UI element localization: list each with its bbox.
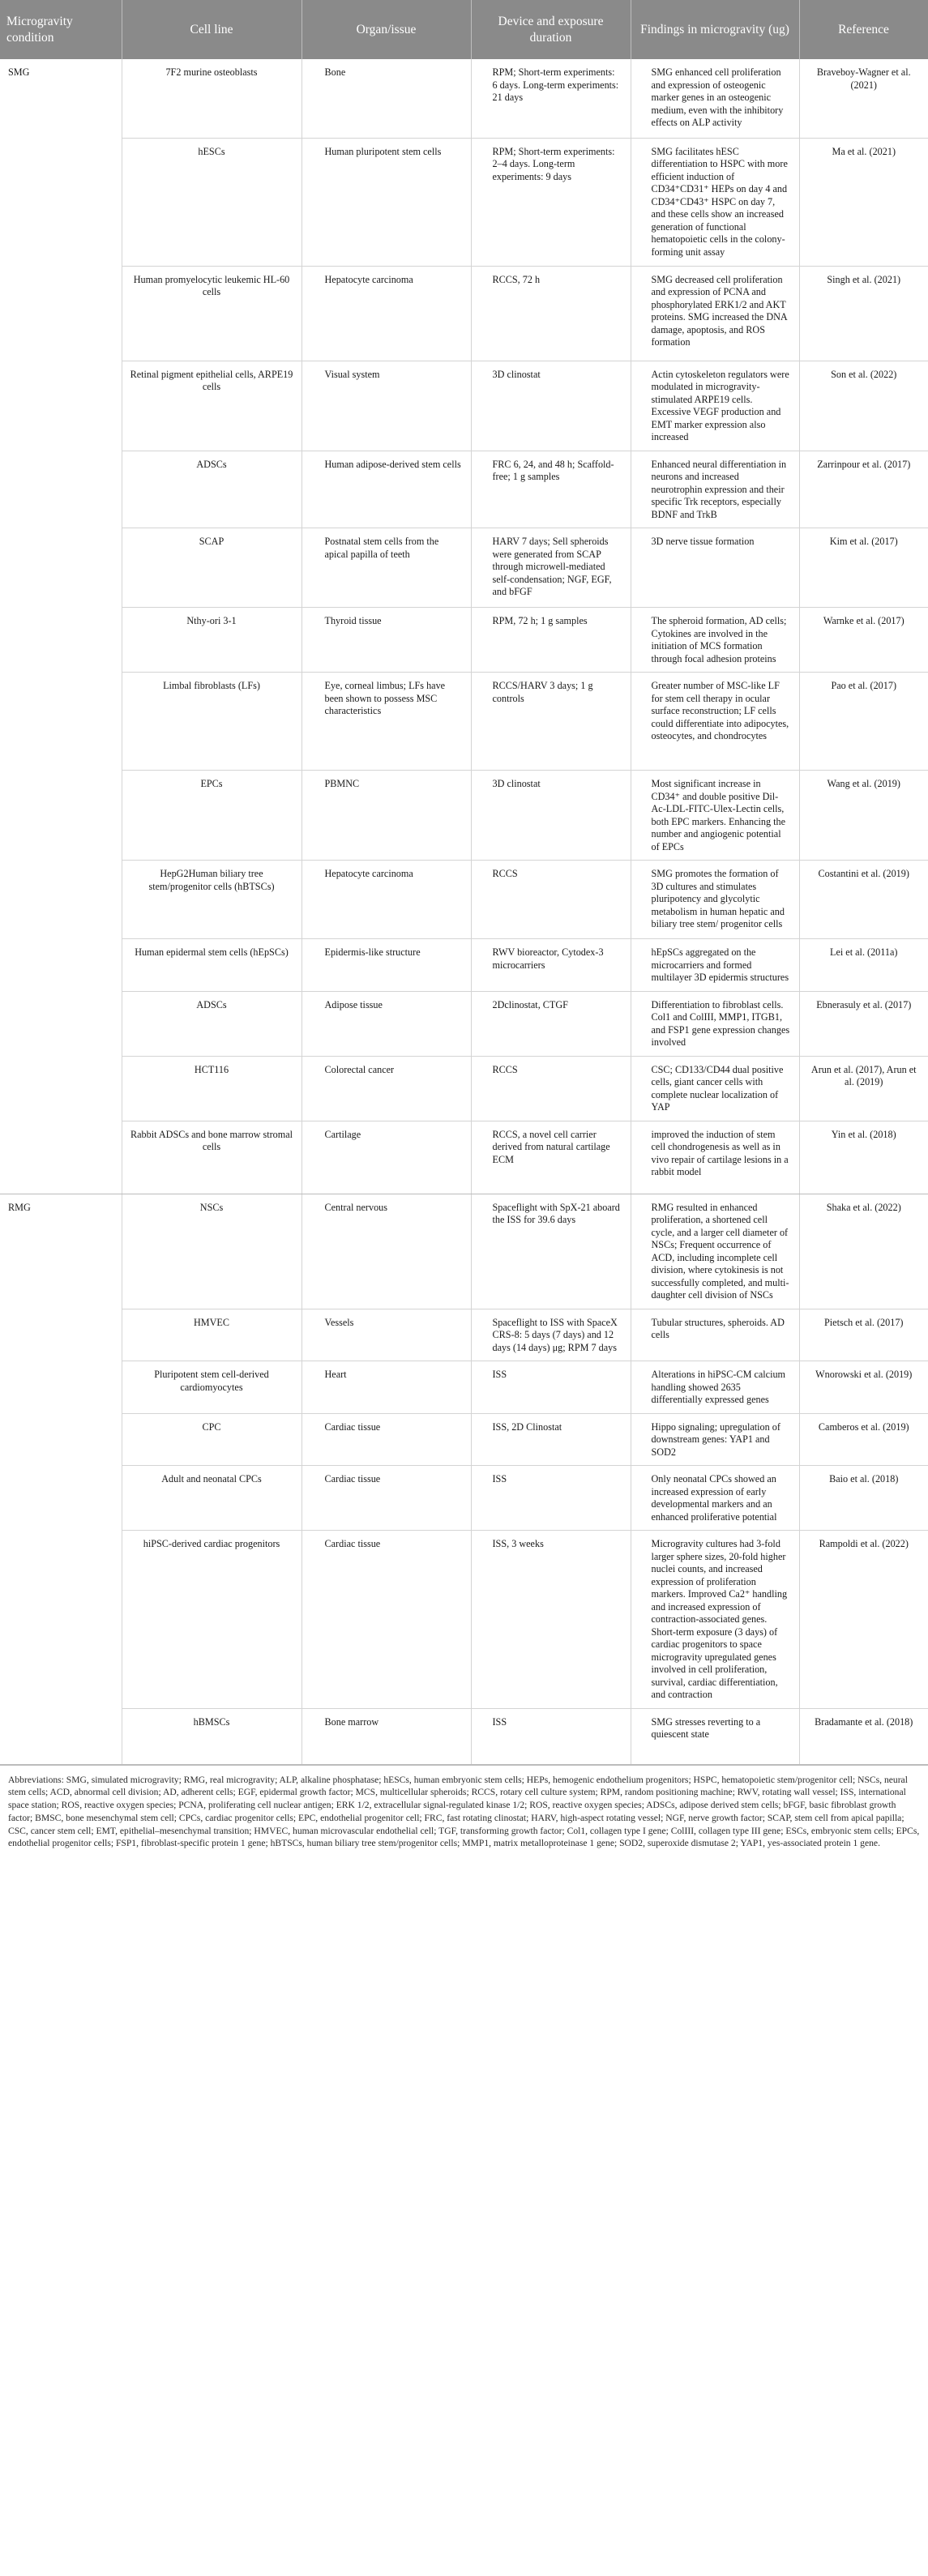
reference-cell: Rampoldi et al. (2022): [799, 1531, 928, 1709]
organ-cell: PBMNC: [301, 771, 471, 861]
findings-cell: SMG decreased cell proliferation and expression of PCNA and phosphorylated ERK1/2 and AKT proteins. SMG increased the DNA damage, apoptosis, and ROS formation: [631, 266, 799, 361]
cell-line-cell: ADSCs: [122, 451, 301, 528]
table-row: [0, 861, 928, 939]
reference-cell: Braveboy-Wagner et al. (2021): [799, 59, 928, 138]
findings-cell: Actin cytoskeleton regulators were modulated in microgravity-stimulated ARPE19 cells. Excessive VEGF production and EMT marker expression also increased: [631, 361, 799, 451]
device-duration-cell: RCCS: [471, 1056, 631, 1121]
reference-cell: Lei et al. (2011a): [799, 939, 928, 992]
findings-cell: The spheroid formation, AD cells; Cytokines are involved in the initiation of MCS formation through focal adhesion proteins: [631, 608, 799, 673]
cell-line-cell: hiPSC-derived cardiac progenitors: [122, 1531, 301, 1709]
device-duration-cell: 3D clinostat: [471, 361, 631, 451]
reference-cell: Baio et al. (2018): [799, 1466, 928, 1531]
findings-cell: improved the induction of stem cell chondrogenesis as well as in vivo repair of cartilage lesions in a rabbit model: [631, 1121, 799, 1194]
table-row: [0, 608, 928, 673]
cell-line-cell: Human promyelocytic leukemic HL-60 cells: [122, 266, 301, 361]
findings-cell: Alterations in hiPSC-CM calcium handling showed 2635 differentially expressed genes: [631, 1361, 799, 1414]
reference-cell: Wnorowski et al. (2019): [799, 1361, 928, 1414]
organ-cell: Adipose tissue: [301, 991, 471, 1056]
organ-cell: Human pluripotent stem cells: [301, 138, 471, 266]
findings-cell: SMG stresses reverting to a quiescent state: [631, 1708, 799, 1764]
device-duration-cell: ISS: [471, 1361, 631, 1414]
cell-line-cell: Rabbit ADSCs and bone marrow stromal cells: [122, 1121, 301, 1194]
cell-line-cell: Limbal fibroblasts (LFs): [122, 673, 301, 771]
table-row: [0, 451, 928, 528]
organ-cell: Hepatocyte carcinoma: [301, 266, 471, 361]
organ-cell: Cartilage: [301, 1121, 471, 1194]
device-duration-cell: RCCS, a novel cell carrier derived from natural cartilage ECM: [471, 1121, 631, 1194]
table-row: [0, 939, 928, 992]
table-row: [0, 361, 928, 451]
findings-cell: Enhanced neural differentiation in neurons and increased neurotrophin expression and their specific Trk receptors, especially BDNF and TrkB: [631, 451, 799, 528]
reference-cell: Arun et al. (2017), Arun et al. (2019): [799, 1056, 928, 1121]
organ-cell: Visual system: [301, 361, 471, 451]
device-duration-cell: Spaceflight with SpX-21 aboard the ISS for 39.6 days: [471, 1194, 631, 1309]
device-duration-cell: RCCS, 72 h: [471, 266, 631, 361]
organ-cell: Human adipose-derived stem cells: [301, 451, 471, 528]
cell-line-cell: Retinal pigment epithelial cells, ARPE19 cells: [122, 361, 301, 451]
table-row: [0, 59, 928, 138]
findings-cell: hEpSCs aggregated on the microcarriers and formed multilayer 3D epidermis structures: [631, 939, 799, 992]
header-device-exposure: Device and exposure duration: [471, 0, 631, 59]
device-duration-cell: ISS, 3 weeks: [471, 1531, 631, 1709]
cell-line-cell: ADSCs: [122, 991, 301, 1056]
reference-cell: Son et al. (2022): [799, 361, 928, 451]
table-row: [0, 771, 928, 861]
reference-cell: Ebnerasuly et al. (2017): [799, 991, 928, 1056]
cell-line-cell: HCT116: [122, 1056, 301, 1121]
organ-cell: Cardiac tissue: [301, 1466, 471, 1531]
findings-cell: SMG facilitates hESC differentiation to HSPC with more efficient induction of CD34⁺CD31⁺ HEPs on day 4 and CD34⁺CD43⁺ HSPC on day 7, and these cells show an increased generation of functional hematopoietic cells in the colony-forming unit assay: [631, 138, 799, 266]
cell-line-cell: hBMSCs: [122, 1708, 301, 1764]
reference-cell: Yin et al. (2018): [799, 1121, 928, 1194]
cell-line-cell: NSCs: [122, 1194, 301, 1309]
reference-cell: Pao et al. (2017): [799, 673, 928, 771]
device-duration-cell: 3D clinostat: [471, 771, 631, 861]
device-duration-cell: ISS, 2D Clinostat: [471, 1413, 631, 1466]
cell-line-cell: Adult and neonatal CPCs: [122, 1466, 301, 1531]
cell-line-cell: Nthy-ori 3-1: [122, 608, 301, 673]
device-duration-cell: FRC 6, 24, and 48 h; Scaffold-free; 1 g samples: [471, 451, 631, 528]
reference-cell: Costantini et al. (2019): [799, 861, 928, 939]
cell-line-cell: HepG2Human biliary tree stem/progenitor cells (hBTSCs): [122, 861, 301, 939]
findings-cell: Only neonatal CPCs showed an increased expression of early developmental markers and an enhanced proliferative potential: [631, 1466, 799, 1531]
device-duration-cell: ISS: [471, 1708, 631, 1764]
table-row: [0, 1361, 928, 1414]
device-duration-cell: HARV 7 days; Sell spheroids were generated from SCAP through microwell-mediated self-condensation; NGF, EGF, and bFGF: [471, 528, 631, 608]
table-row: [0, 1413, 928, 1466]
device-duration-cell: ISS: [471, 1466, 631, 1531]
header-reference: Reference: [799, 0, 928, 59]
table-row: [0, 1531, 928, 1709]
device-duration-cell: 2Dclinostat, CTGF: [471, 991, 631, 1056]
reference-cell: Shaka et al. (2022): [799, 1194, 928, 1309]
reference-cell: Wang et al. (2019): [799, 771, 928, 861]
organ-cell: Colorectal cancer: [301, 1056, 471, 1121]
device-duration-cell: RCCS: [471, 861, 631, 939]
abbreviations-footnote: Abbreviations: SMG, simulated microgravity; RMG, real microgravity; ALP, alkaline phosphatase; hESCs, human embryonic stem cells; HEPs, hemogenic endothelium progenitors; HSPC, hematopoietic stem/progenitor cell; NSCs, neural stem cells; ACD, abnormal cell division; AD, adherent cells; EGF, epidermal growth factor; MCS, multicellular spheroids; RCCS, rotary cell culture system; RPM, random positioning machine; RWV, rotating wall vessel; ISS, international space station; ROS, reactive oxygen species; PCNA, proliferating cell nuclear antigen; ERK 1/2, extracellular signal-regulated kinase 1/2; ROS, reactive oxygen species; ADSCs, adipose derived stem cells; bFGF, basic fibroblast growth factor; BMSC, bone mesenchymal stem cell; CPCs, cardiac progenitor cells; EPC, endothelial progenitor cell; FRC, fast rotating clinostat; HARV, high-aspect rotating vessel; NGF, nerve growth factor; SCAP, stem cell from apical papilla; CSC, cancer stem cell; EMT, epithelial–mesenchymal transition; HMVEC, human microvascular endothelial cell; TGF, transforming growth factor; Col1, collagen type I gene; ColIII, collagen type III gene; ESCs, embryonic stem cells; EPCs, endothelial progenitor cells; FSP1, fibroblast-specific protein 1 gene; hBTSCs, human biliary tree stem/progenitor cells; MMP1, matrix metalloproteinase 1 gene; SOD2, superoxide dismutase 2; YAP1, yes-associated protein 1 gene.: [0, 1765, 928, 1851]
findings-cell: Tubular structures, spheroids. AD cells: [631, 1309, 799, 1361]
header-organ-issue: Organ/issue: [301, 0, 471, 59]
findings-cell: CSC; CD133/CD44 dual positive cells, giant cancer cells with complete nuclear localization of YAP: [631, 1056, 799, 1121]
cell-line-cell: Human epidermal stem cells (hEpSCs): [122, 939, 301, 992]
cell-line-cell: CPC: [122, 1413, 301, 1466]
table-row: [0, 266, 928, 361]
header-microgravity-condition: Microgravity condition: [0, 0, 122, 59]
organ-cell: Thyroid tissue: [301, 608, 471, 673]
reference-cell: Zarrinpour et al. (2017): [799, 451, 928, 528]
table-row: [0, 1466, 928, 1531]
device-duration-cell: RWV bioreactor, Cytodex-3 microcarriers: [471, 939, 631, 992]
findings-cell: 3D nerve tissue formation: [631, 528, 799, 608]
condition-cell: RMG: [0, 1194, 122, 1764]
organ-cell: Bone marrow: [301, 1708, 471, 1764]
table-row: [0, 1309, 928, 1361]
table-row: [0, 138, 928, 266]
organ-cell: Epidermis-like structure: [301, 939, 471, 992]
device-duration-cell: Spaceflight to ISS with SpaceX CRS-8: 5 days (7 days) and 12 days (14 days) μg; RPM 7 days: [471, 1309, 631, 1361]
table-row: [0, 673, 928, 771]
findings-cell: SMG promotes the formation of 3D cultures and stimulates pluripotency and glycolytic metabolism in human hepatic and biliary tree stem/ progenitor cells: [631, 861, 799, 939]
device-duration-cell: RPM; Short-term experiments: 6 days. Long-term experiments: 21 days: [471, 59, 631, 138]
organ-cell: Cardiac tissue: [301, 1531, 471, 1709]
findings-cell: Hippo signaling; upregulation of downstream genes: YAP1 and SOD2: [631, 1413, 799, 1466]
reference-cell: Singh et al. (2021): [799, 266, 928, 361]
table-body: [0, 59, 928, 1764]
cell-line-cell: EPCs: [122, 771, 301, 861]
reference-cell: Pietsch et al. (2017): [799, 1309, 928, 1361]
organ-cell: Postnatal stem cells from the apical papilla of teeth: [301, 528, 471, 608]
findings-cell: RMG resulted in enhanced proliferation, a shortened cell cycle, and a larger cell diameter of NSCs; Frequent occurrence of ACD, including incomplete cell division, where cytokinesis is not successfully completed, and multi-daughter cell division of NSCs: [631, 1194, 799, 1309]
table-row: [0, 1194, 928, 1309]
table-row: [0, 1708, 928, 1764]
findings-cell: Differentiation to fibroblast cells. Col1 and ColIII, MMP1, ITGB1, and FSP1 gene expression changes involved: [631, 991, 799, 1056]
table-header: [0, 0, 928, 59]
findings-cell: Microgravity cultures had 3-fold larger sphere sizes, 20-fold higher nuclei counts, and increased expression of proliferation markers. Improved Ca2⁺ handling and increased expression of contraction-associated genes. Short-term exposure (3 days) of cardiac progenitors to space microgravity upregulated genes involved in cell proliferation, survival, cardiac differentiation, and contraction: [631, 1531, 799, 1709]
reference-cell: Warnke et al. (2017): [799, 608, 928, 673]
reference-cell: Ma et al. (2021): [799, 138, 928, 266]
organ-cell: Vessels: [301, 1309, 471, 1361]
header-cell-line: Cell line: [122, 0, 301, 59]
reference-cell: Bradamante et al. (2018): [799, 1708, 928, 1764]
table-row: [0, 528, 928, 608]
header-row: [0, 0, 928, 59]
organ-cell: Cardiac tissue: [301, 1413, 471, 1466]
organ-cell: Eye, corneal limbus; LFs have been shown to possess MSC characteristics: [301, 673, 471, 771]
reference-cell: Kim et al. (2017): [799, 528, 928, 608]
findings-cell: Most significant increase in CD34⁺ and double positive Dil-Ac-LDL-FITC-Ulex-Lectin cells, both EPC markers. Enhancing the number and angiogenic potential of EPCs: [631, 771, 799, 861]
findings-cell: Greater number of MSC-like LF for stem cell therapy in ocular surface reconstruction; LF cells could differentiate into adipocytes, osteocytes, and chondrocytes: [631, 673, 799, 771]
device-duration-cell: RPM; Short-term experiments: 2–4 days. Long-term experiments: 9 days: [471, 138, 631, 266]
device-duration-cell: RPM, 72 h; 1 g samples: [471, 608, 631, 673]
table-row: [0, 991, 928, 1056]
condition-cell: SMG: [0, 59, 122, 1194]
organ-cell: Heart: [301, 1361, 471, 1414]
header-findings: Findings in microgravity (ug): [631, 0, 799, 59]
cell-line-cell: SCAP: [122, 528, 301, 608]
organ-cell: Bone: [301, 59, 471, 138]
findings-cell: SMG enhanced cell proliferation and expression of osteogenic marker genes in an osteogenic medium, even with the inhibitory effects on ALP activity: [631, 59, 799, 138]
organ-cell: Central nervous: [301, 1194, 471, 1309]
cell-line-cell: hESCs: [122, 138, 301, 266]
cell-line-cell: HMVEC: [122, 1309, 301, 1361]
table-row: [0, 1056, 928, 1121]
reference-cell: Camberos et al. (2019): [799, 1413, 928, 1466]
organ-cell: Hepatocyte carcinoma: [301, 861, 471, 939]
device-duration-cell: RCCS/HARV 3 days; 1 g controls: [471, 673, 631, 771]
cell-line-cell: 7F2 murine osteoblasts: [122, 59, 301, 138]
cell-line-cell: Pluripotent stem cell-derived cardiomyocytes: [122, 1361, 301, 1414]
table-row: [0, 1121, 928, 1194]
